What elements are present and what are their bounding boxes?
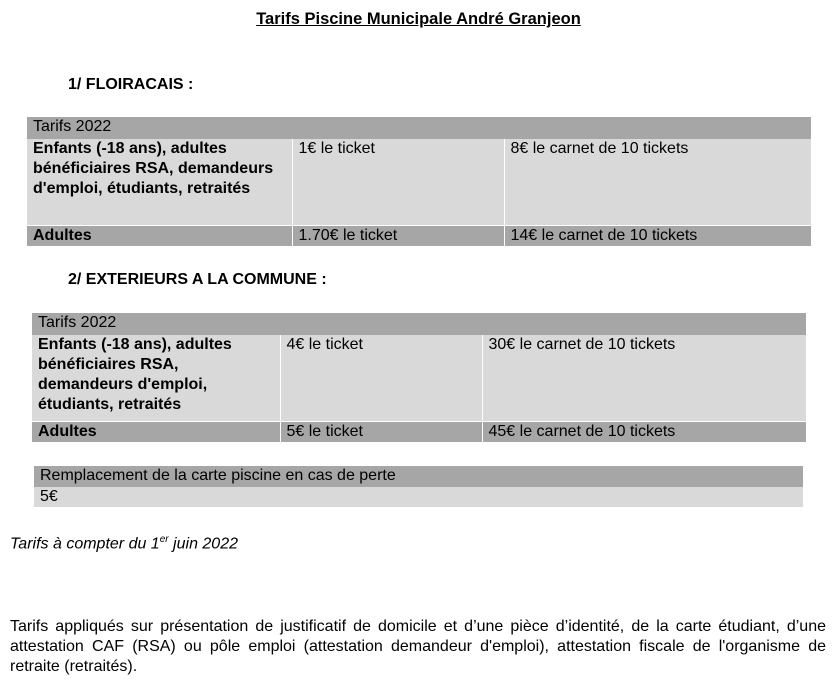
ticket-price-cell: 1.70€ le ticket bbox=[292, 225, 504, 246]
category-cell: Adultes bbox=[32, 421, 280, 442]
table-header: Tarifs 2022 bbox=[32, 313, 806, 335]
category-cell: Enfants (-18 ans), adultes bénéficiaires RSA, demandeurs d'emploi, étudiants, retraités bbox=[32, 335, 280, 421]
page-title: Tarifs Piscine Municipale André Granjeon bbox=[256, 10, 581, 28]
ticket-price-cell: 1€ le ticket bbox=[292, 139, 504, 225]
tarif-table-exterieurs bbox=[32, 313, 806, 442]
category-cell: Enfants (-18 ans), adultes bénéficiaires RSA, demandeurs d'emploi, étudiants, retraités bbox=[27, 139, 292, 225]
ticket-price-cell: 5€ le ticket bbox=[280, 421, 482, 442]
table-header: Tarifs 2022 bbox=[27, 117, 811, 139]
replacement-table bbox=[34, 466, 803, 507]
carnet-price-cell: 8€ le carnet de 10 tickets bbox=[504, 139, 811, 225]
carnet-price-cell: 30€ le carnet de 10 tickets bbox=[482, 335, 806, 421]
conditions-paragraph: Tarifs appliqués sur présentation de justificatif de domicile et d’une pièce d’identité, de la carte étudiant, d’une attestation CAF (RSA) ou pôle emploi (attestation demandeur d'emploi), attestation fiscale de l'organisme de retraite (retraités). bbox=[10, 618, 826, 675]
carnet-price-cell: 14€ le carnet de 10 tickets bbox=[504, 225, 811, 246]
tarif-table-floiracais bbox=[27, 117, 811, 246]
effective-date-note: Tarifs à compter du 1er juin 2022 bbox=[10, 534, 238, 553]
replacement-label: Remplacement de la carte piscine en cas de perte bbox=[34, 466, 803, 487]
carnet-price-cell: 45€ le carnet de 10 tickets bbox=[482, 421, 806, 442]
category-cell: Adultes bbox=[27, 225, 292, 246]
replacement-price: 5€ bbox=[34, 487, 803, 507]
ticket-price-cell: 4€ le ticket bbox=[280, 335, 482, 421]
section-heading-floiracais: 1/ FLOIRACAIS : bbox=[68, 76, 194, 93]
section-heading-exterieurs: 2/ EXTERIEURS A LA COMMUNE : bbox=[68, 271, 327, 288]
